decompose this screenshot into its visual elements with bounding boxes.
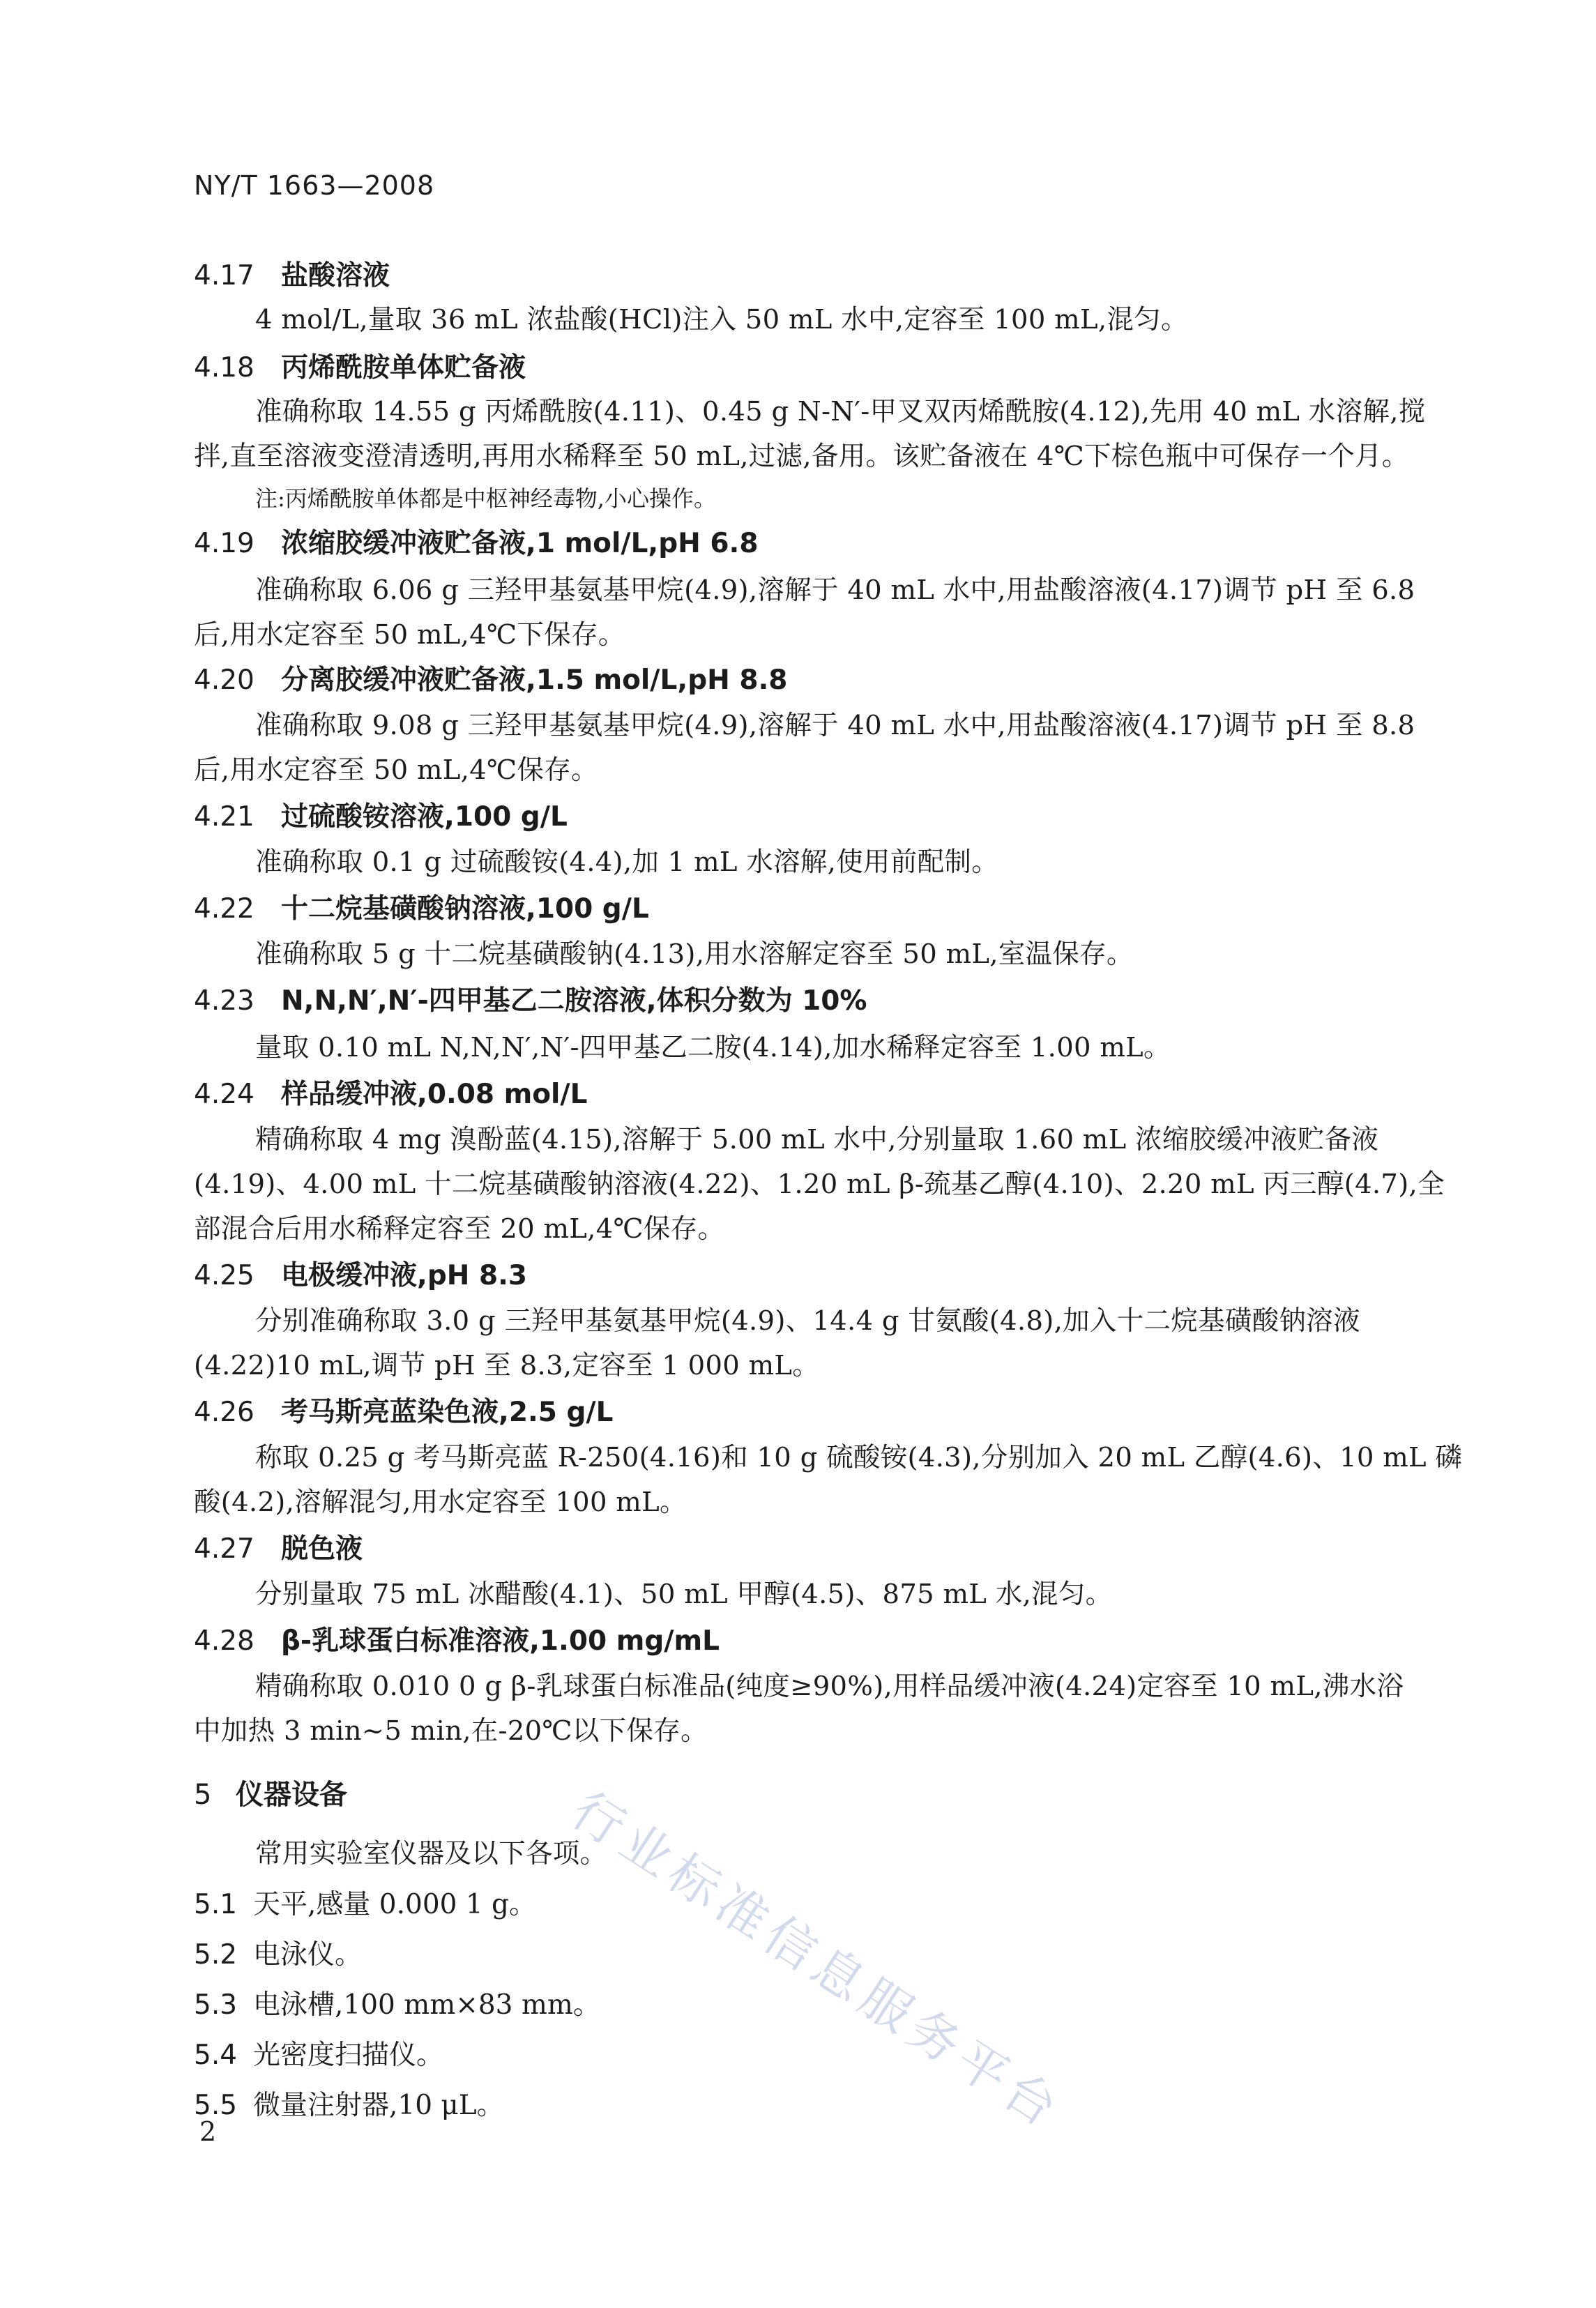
clause-heading-4-23 — [194, 979, 867, 1018]
item-text: 光密度扫描仪。 — [253, 2040, 444, 2071]
clause-heading-4-20 — [194, 658, 787, 697]
clause-number: 4.26 — [194, 1397, 254, 1428]
clause-title: 丙烯酰胺单体贮备液 — [281, 352, 526, 384]
clause-heading-4-21 — [194, 795, 568, 834]
paragraph-line: 称取 0.25 g 考马斯亮蓝 R-250(4.16)和 10 g 硫酸铵(4.3),分别加入 20 mL 乙醇(4.6)、10 mL 磷 — [255, 1442, 1463, 1473]
clause-number: 4.19 — [194, 528, 254, 559]
clause-heading-4-18 — [194, 346, 526, 385]
item-number: 5.3 — [194, 1989, 238, 2021]
clause-number: 4.27 — [194, 1533, 254, 1565]
clause-heading-4-24 — [194, 1072, 588, 1111]
clause-heading-4-25 — [194, 1254, 527, 1293]
paragraph-line: 准确称取 9.08 g 三羟甲基氨基甲烷(4.9),溶解于 40 mL 水中,用盐酸溶液(4.17)调节 pH 至 8.8 — [255, 710, 1415, 741]
clause-heading-4-19 — [194, 522, 758, 561]
clause-number: 4.18 — [194, 352, 254, 384]
paragraph-line: 后,用水定容至 50 mL,4℃下保存。 — [194, 619, 625, 651]
item-number: 5.4 — [194, 2040, 238, 2071]
paragraph-line: 分别准确称取 3.0 g 三羟甲基氨基甲烷(4.9)、14.4 g 甘氨酸(4.8),加入十二烷基磺酸钠溶液 — [255, 1305, 1360, 1337]
clause-number: 4.22 — [194, 893, 254, 925]
equipment-item — [194, 1983, 600, 2022]
paragraph-line: 准确称取 0.1 g 过硫酸铵(4.4),加 1 mL 水溶解,使用前配制。 — [255, 846, 999, 878]
item-number: 5.1 — [194, 1889, 238, 1920]
equipment-item — [194, 2033, 443, 2072]
paragraph-line: 准确称取 5 g 十二烷基磺酸钠(4.13),用水溶解定容至 50 mL,室温保存。 — [255, 939, 1134, 970]
paragraph-line: 精确称取 4 mg 溴酚蓝(4.15),溶解于 5.00 mL 水中,分别量取 1.60 mL 浓缩胶缓冲液贮备液 — [255, 1124, 1379, 1155]
clause-title: 电极缓冲液,pH 8.3 — [281, 1260, 528, 1291]
section-number: 5 — [194, 1779, 212, 1811]
paragraph-line: 准确称取 14.55 g 丙烯酰胺(4.11)、0.45 g N-N′-甲叉双丙烯酰胺(4.12),先用 40 mL 水溶解,搅 — [255, 396, 1426, 427]
paragraph-line: 准确称取 6.06 g 三羟甲基氨基甲烷(4.9),溶解于 40 mL 水中,用盐酸溶液(4.17)调节 pH 至 6.8 — [255, 575, 1415, 606]
paragraph-line: 拌,直至溶液变澄清透明,再用水稀释至 50 mL,过滤,备用。该贮备液在 4℃下棕色瓶中可保存一个月。 — [194, 441, 1409, 472]
clause-number: 4.25 — [194, 1260, 254, 1291]
item-number: 5.2 — [194, 1939, 238, 1971]
note-line: 注:丙烯酰胺单体都是中枢神经毒物,小心操作。 — [255, 485, 716, 512]
item-number: 5.5 — [194, 2090, 238, 2121]
clause-title: 分离胶缓冲液贮备液,1.5 mol/L,pH 8.8 — [281, 665, 788, 696]
paragraph-line: 分别量取 75 mL 冰醋酸(4.1)、50 mL 甲醇(4.5)、875 mL 水,混匀。 — [255, 1579, 1113, 1610]
item-text: 电泳仪。 — [253, 1939, 363, 1971]
clause-number: 4.20 — [194, 665, 254, 696]
clause-title: 浓缩胶缓冲液贮备液,1 mol/L,pH 6.8 — [281, 528, 759, 559]
paragraph-line: 酸(4.2),溶解混匀,用水定容至 100 mL。 — [194, 1487, 687, 1518]
clause-number: 4.24 — [194, 1079, 254, 1110]
item-text: 微量注射器,10 μL。 — [253, 2090, 504, 2121]
paragraph-line: 常用实验室仪器及以下各项。 — [255, 1838, 607, 1869]
document-header: NY/T 1663—2008 — [194, 170, 435, 201]
clause-number: 4.17 — [194, 260, 254, 291]
clause-title: 盐酸溶液 — [281, 260, 390, 291]
equipment-item — [194, 2083, 504, 2123]
clause-title: 样品缓冲液,0.08 mol/L — [281, 1079, 588, 1110]
section-heading-5 — [194, 1772, 347, 1812]
clause-title: 脱色液 — [281, 1533, 363, 1565]
paragraph-line: 量取 0.10 mL N,N,N′,N′-四甲基乙二胺(4.14),加水稀释定容至 1.00 mL。 — [255, 1032, 1171, 1063]
paragraph-line: (4.19)、4.00 mL 十二烷基磺酸钠溶液(4.22)、1.20 mL β-巯基乙醇(4.10)、2.20 mL 丙三醇(4.7),全 — [194, 1169, 1445, 1200]
paragraph-line: 精确称取 0.010 0 g β-乳球蛋白标准品(纯度≥90%),用样品缓冲液(4.24)定容至 10 mL,沸水浴 — [255, 1671, 1404, 1702]
section-title: 仪器设备 — [236, 1779, 347, 1811]
watermark-text: 行业标准信息服务平台 — [561, 1780, 1074, 2141]
item-text: 天平,感量 0.000 1 g。 — [253, 1889, 537, 1920]
paragraph-line: 4 mol/L,量取 36 mL 浓盐酸(HCl)注入 50 mL 水中,定容至 100 mL,混匀。 — [255, 304, 1188, 335]
clause-title: β-乳球蛋白标准溶液,1.00 mg/mL — [281, 1625, 720, 1657]
clause-title: 考马斯亮蓝染色液,2.5 g/L — [281, 1397, 614, 1428]
equipment-item — [194, 1933, 362, 1972]
page-number: 2 — [199, 2116, 217, 2147]
paragraph-line: (4.22)10 mL,调节 pH 至 8.3,定容至 1 000 mL。 — [194, 1350, 820, 1381]
paragraph-line: 部混合后用水稀释定容至 20 mL,4℃保存。 — [194, 1213, 725, 1245]
clause-number: 4.28 — [194, 1625, 254, 1657]
clause-title: 过硫酸铵溶液,100 g/L — [281, 801, 568, 833]
clause-heading-4-26 — [194, 1390, 614, 1429]
clause-title: 十二烷基磺酸钠溶液,100 g/L — [281, 893, 649, 925]
clause-title: N,N,N′,N′-四甲基乙二胺溶液,体积分数为 10% — [281, 985, 867, 1017]
clause-number: 4.21 — [194, 801, 254, 833]
paragraph-line: 后,用水定容至 50 mL,4℃保存。 — [194, 754, 598, 786]
clause-heading-4-28 — [194, 1619, 720, 1658]
equipment-item — [194, 1883, 536, 1922]
paragraph-line: 中加热 3 min~5 min,在-20℃以下保存。 — [194, 1715, 708, 1747]
clause-heading-4-22 — [194, 887, 649, 926]
clause-heading-4-27 — [194, 1527, 363, 1566]
clause-heading-4-17 — [194, 254, 390, 293]
item-text: 电泳槽,100 mm×83 mm。 — [253, 1989, 600, 2021]
clause-number: 4.23 — [194, 985, 254, 1017]
